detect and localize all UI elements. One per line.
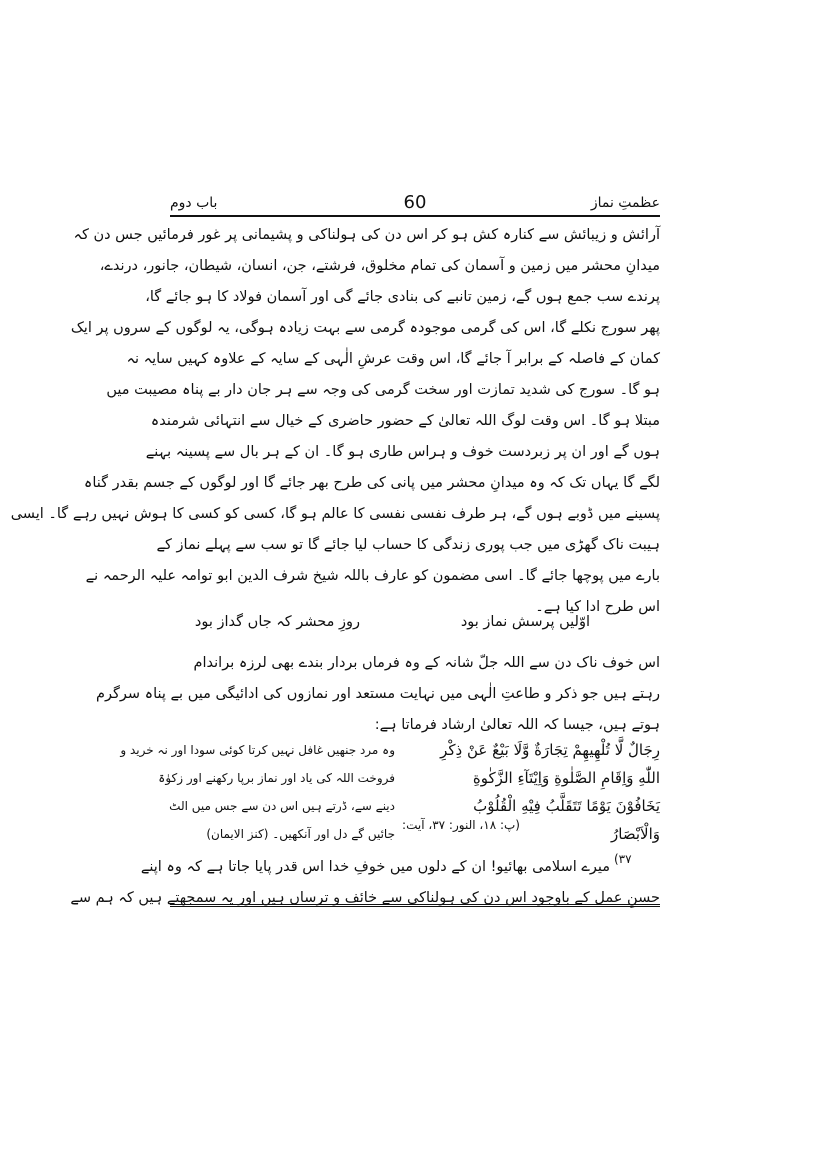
translation-line: فروخت اللہ کی یاد اور نماز برپا رکھنے اور زکوٰۃ	[158, 771, 395, 785]
text-line: ہوں گے اور ان پر زبردست خوف و ہراس طاری ہو گا۔ ان کے ہر بال سے پسینہ بہنے	[145, 444, 660, 460]
paragraph-2	[95, 648, 660, 741]
text-line: ہوتے ہیں، جیسا کہ اللہ تعالیٰ ارشاد فرماتا ہے:	[374, 717, 660, 733]
footnote-mark: (۳۷	[614, 852, 632, 866]
translation-line: جائیں گے دل اور آنکھیں۔ (کنز الایمان)	[206, 827, 395, 841]
text-line: بارے میں پوچھا جائے گا۔ اسی مضمون کو عارف باللہ شیخ شرف الدین ابو توامہ علیہ الرحمہ نے	[85, 568, 660, 584]
text-line: ہیبت ناک گھڑی میں جب پوری زندگی کا حساب لیا جائے گا تو سب سے پہلے نماز کے	[156, 537, 660, 553]
text-line: کمان کے فاصلہ کے برابر آ جائے گا، اس وقت عرشِ الٰہی کے سایہ کے علاوہ کہیں سایہ نہ	[126, 351, 660, 367]
arabic-line: وَالْاَبْصَارُ	[611, 825, 660, 843]
text-line: لگے گا یہاں تک کہ وہ میدانِ محشر میں پانی کی طرح بھر جائے گا اور لوگوں کے جسم بقدر گناہ	[83, 475, 660, 491]
quran-translation	[120, 736, 395, 848]
text-line: میرے اسلامی بھائیو! ان کے دلوں میں خوفِ خدا اس قدر پایا جاتا ہے کہ وہ اپنے	[140, 859, 610, 875]
translation-line: دینے سے، ڈرتے ہیں اس دن سے جس میں الٹ	[169, 799, 395, 813]
arabic-line: اللّٰهِ وَاِقَامِ الصَّلٰوةِ وَاِيْتَآءِ الزَّكٰوةِ	[472, 769, 660, 787]
book-title: عظمتِ نماز	[590, 195, 660, 211]
text-line: رہتے ہیں جو ذکر و طاعتِ الٰہی میں نہایت مستعد اور نمازوں کی ادائیگی میں بے پناہ سرگرم	[95, 686, 660, 702]
page-number: 60	[403, 192, 427, 213]
verse-citation: (پ: ۱۸، النور: ۳۷، آیت:	[402, 818, 520, 832]
quran-verse-block	[120, 736, 660, 854]
translation-line: وہ مرد جنھیں غافل نہیں کرتا کوئی سودا اور نہ خرید و	[120, 743, 395, 757]
text-line: اس خوف ناک دن سے اللہ جلّ شانہ کے وہ فرماں بردار بندے بھی لرزہ براندام	[193, 655, 660, 671]
arabic-line: يَخَافُوْنَ يَوْمًا تَتَقَلَّبُ فِيْهِ الْقُلُوْبُ	[473, 797, 660, 815]
text-line: پرندے سب جمع ہوں گے، زمین تانبے کی بنادی جائے گی اور آسمان فولاد کا ہو جائے گا،	[145, 289, 660, 305]
text-line: مبتلا ہو گا۔ اس وقت لوگ اللہ تعالیٰ کے حضور حاضری کے خیال سے انتہائی شرمندہ	[150, 413, 660, 429]
arabic-line: رِجَالٌ لَّا تُلْهِيهِمْ تِجَارَةٌ وَّلَا بَيْعٌ عَنْ ذِكْرِ	[440, 741, 660, 759]
text-line: پسینے میں ڈوبے ہوں گے، ہر طرف نفسی نفسی کا عالم ہو گا، کسی کو کسی کا ہوش نہیں رہے گا۔ ایسی	[10, 506, 660, 522]
couplet-second-half: روزِ محشر کہ جاں گداز بود	[194, 614, 360, 630]
text-line: ہو گا۔ سورج کی شدید تمازت اور سخت گرمی کی وجہ سے ہر جان دار بے پناہ مصیبت میں	[106, 382, 660, 398]
text-line: میدانِ محشر میں زمین و آسمان کی تمام مخلوق، فرشتے، جن، انسان، شیطان، جانور، درندے،	[99, 258, 660, 274]
text-line: اس طرح ادا کیا ہے۔	[535, 599, 660, 615]
header-rule	[170, 215, 660, 217]
footer-rule	[170, 904, 660, 907]
text-line: حسنِ عمل کے باوجود اس دن کی ہولناکی سے خائف و ترساں ہیں اور یہ سمجھتے ہیں کہ ہم سے	[70, 890, 660, 906]
couplet-first-half: اوّلیں پرسش نماز بود	[460, 614, 590, 630]
chapter-label: باب دوم	[170, 195, 218, 211]
paragraph-1	[10, 220, 660, 623]
text-line: آرائش و زیبائش سے کنارہ کش ہو کر اس دن کی ہولناکی و پشیمانی پر غور فرمائیں جس دن کہ	[73, 227, 660, 243]
persian-couplet	[170, 614, 660, 642]
text-line: پھر سورج نکلے گا، اس کی گرمی موجودہ گرمی سے بہت زیادہ ہوگی، یہ لوگوں کے سروں پر ایک	[70, 320, 660, 336]
